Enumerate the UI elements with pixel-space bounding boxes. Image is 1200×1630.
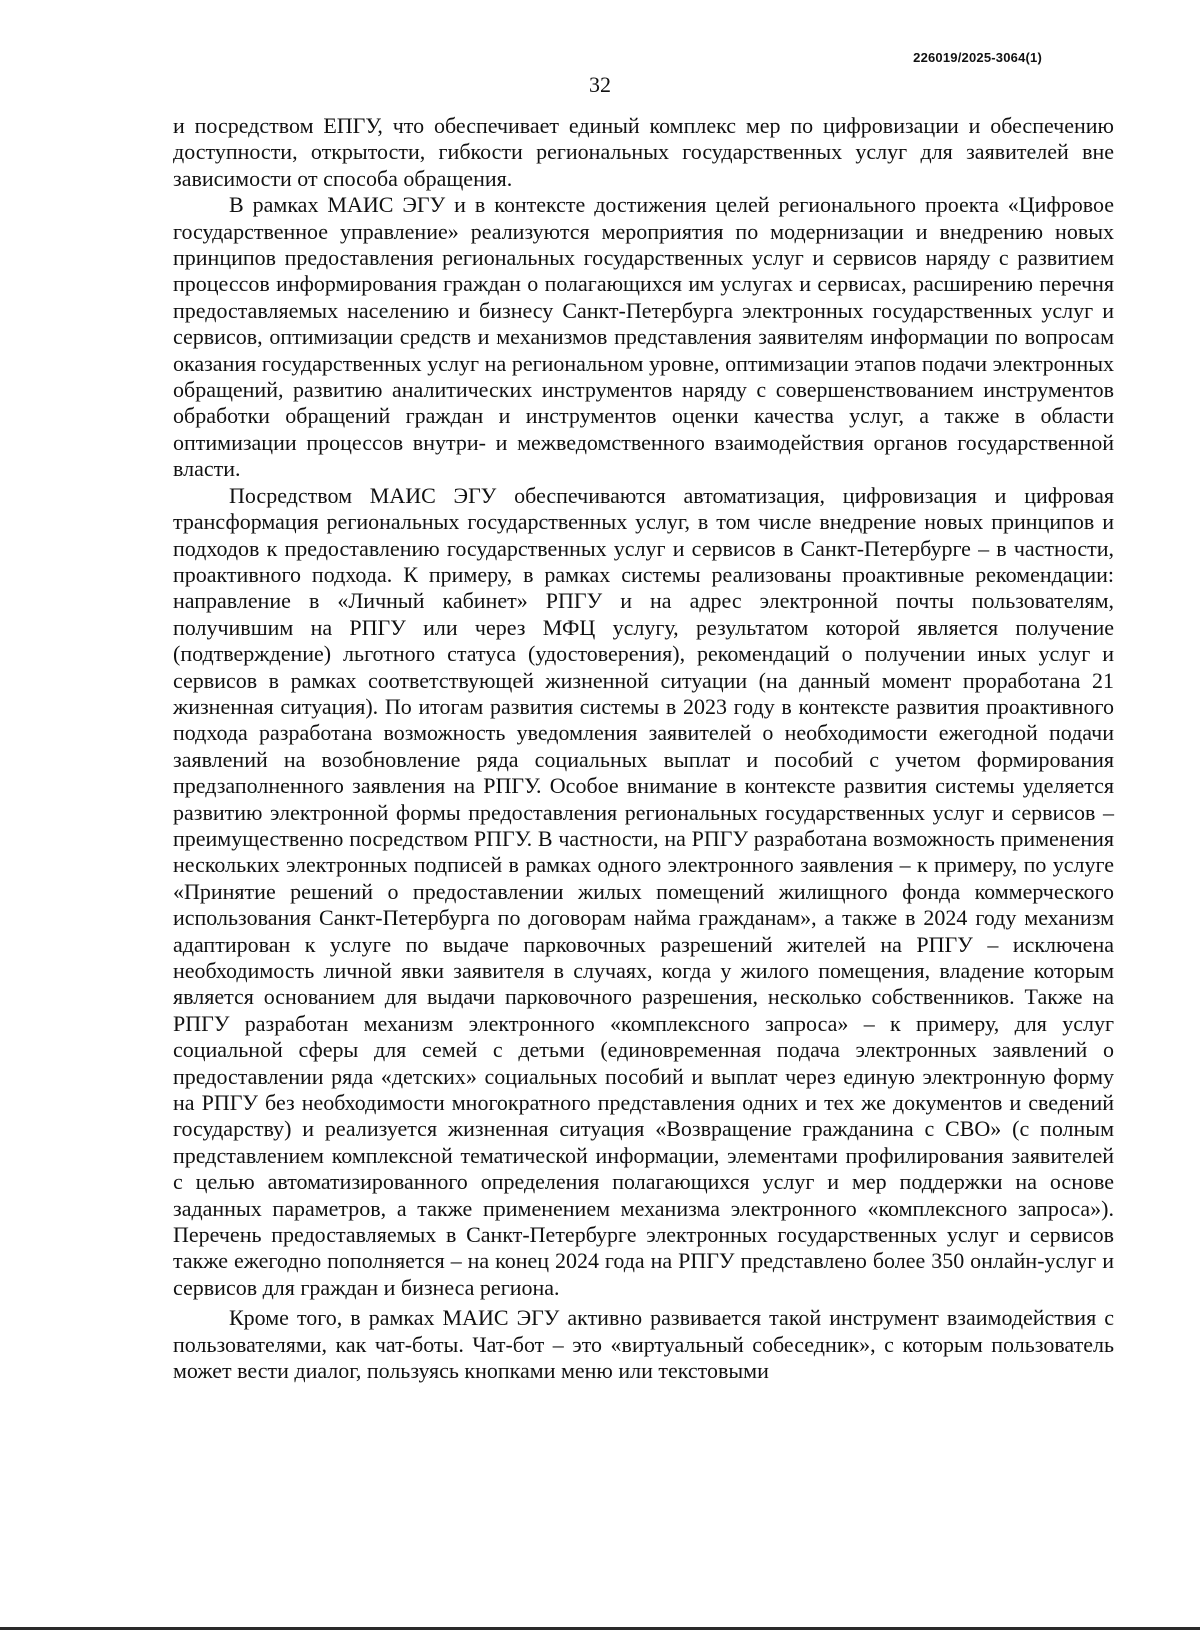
paragraph-chat-bots: Кроме того, в рамках МАИС ЭГУ активно развивается такой инструмент взаимодействия с пользователями, как чат-боты. Чат-бот – это «виртуальный собеседник», с которым пользователь может вести диалог, пользуясь кнопками меню или текстовыми (173, 1305, 1114, 1384)
paragraph-continuation: и посредством ЕПГУ, что обеспечивает единый комплекс мер по цифровизации и обеспечению доступности, открытости, гибкости региональных государственных услуг для заявителей вне зависимости от способа обращения. (173, 113, 1114, 191)
page-body (173, 113, 1114, 1385)
paragraph-regional-project: В рамках МАИС ЭГУ и в контексте достижения целей регионального проекта «Цифровое государственное управление» реализуются мероприятия по модернизации и внедрению новых принципов предоставления региональных государственных услуг и сервисов наряду с развитием процессов информирования граждан о полагающихся им услугах и сервисах, расширению перечня предоставляемых населению и бизнесу Санкт-Петербурга электронных государственных услуг и сервисов, оптимизации средств и механизмов представления заявителям информации по вопросам оказания государственных услуг на региональном уровне, оптимизации этапов подачи электронных обращений, развитию аналитических инструментов наряду с совершенствованием инструментов обработки обращений граждан и инструментов оценки качества услуг, а также в области оптимизации процессов внутри- и межведомственного взаимодействия органов государственной власти. (173, 192, 1114, 482)
document-registration-number: 226019/2025-3064(1) (913, 50, 1042, 65)
paragraph-proactive-approach: Посредством МАИС ЭГУ обеспечиваются автоматизация, цифровизация и цифровая трансформация региональных государственных услуг, в том числе внедрение новых принципов и подходов к предоставлению государственных услуг и сервисов в Санкт-Петербурге – в частности, проактивного подхода. К примеру, в рамках системы реализованы проактивные рекомендации: направление в «Личный кабинет» РПГУ и на адрес электронной почты пользователям, получившим на РПГУ или через МФЦ услугу, результатом которой является получение (подтверждение) льготного статуса (удостоверения), рекомендаций о получении иных услуг и сервисов в рамках соответствующей жизненной ситуации (на данный момент проработана 21 жизненная ситуация). По итогам развития системы в 2023 году в контексте развития проактивного подхода разработана возможность уведомления заявителей о необходимости ежегодной подачи заявлений на возобновление ряда социальных выплат и пособий с учетом формирования предзаполненного заявления на РПГУ. Особое внимание в контексте развития системы уделяется развитию электронной формы предоставления региональных государственных услуг и сервисов – преимущественно посредством РПГУ. В частности, на РПГУ разработана возможность применения нескольких электронных подписей в рамках одного электронного заявления – к примеру, по услуге «Принятие решений о предоставлении жилых помещений жилищного фонда коммерческого использования Санкт-Петербурга по договорам найма гражданам», а также в 2024 году механизм адаптирован к услуге по выдаче парковочных разрешений жителей на РПГУ – исключена необходимость личной явки заявителя в случаях, когда у жилого помещения, владение которым является основанием для выдачи парковочного разрешения, несколько собственников. Также на РПГУ разработан механизм электронного «комплексного запроса» – к примеру, для услуг социальной сферы для семей с детьми (единовременная подача электронных заявлений о предоставлении ряда «детских» социальных пособий и выплат через единую электронную форму на РПГУ без необходимости многократного представления одних и тех же документов и сведений государству) и реализуется жизненная ситуация «Возвращение гражданина с СВО» (с полным представлением комплексной тематической информации, элементами профилирования заявителей с целью автоматизированного определения полагающихся услуг и мер поддержки на основе заданных параметров, а также применением механизма электронного «комплексного запроса»). Перечень предоставляемых в Санкт-Петербурге электронных государственных услуг и сервисов также ежегодно пополняется – на конец 2024 года на РПГУ представлено более 350 онлайн-услуг и сервисов для граждан и бизнеса региона. (173, 482, 1114, 1300)
page-number: 32 (589, 72, 611, 97)
